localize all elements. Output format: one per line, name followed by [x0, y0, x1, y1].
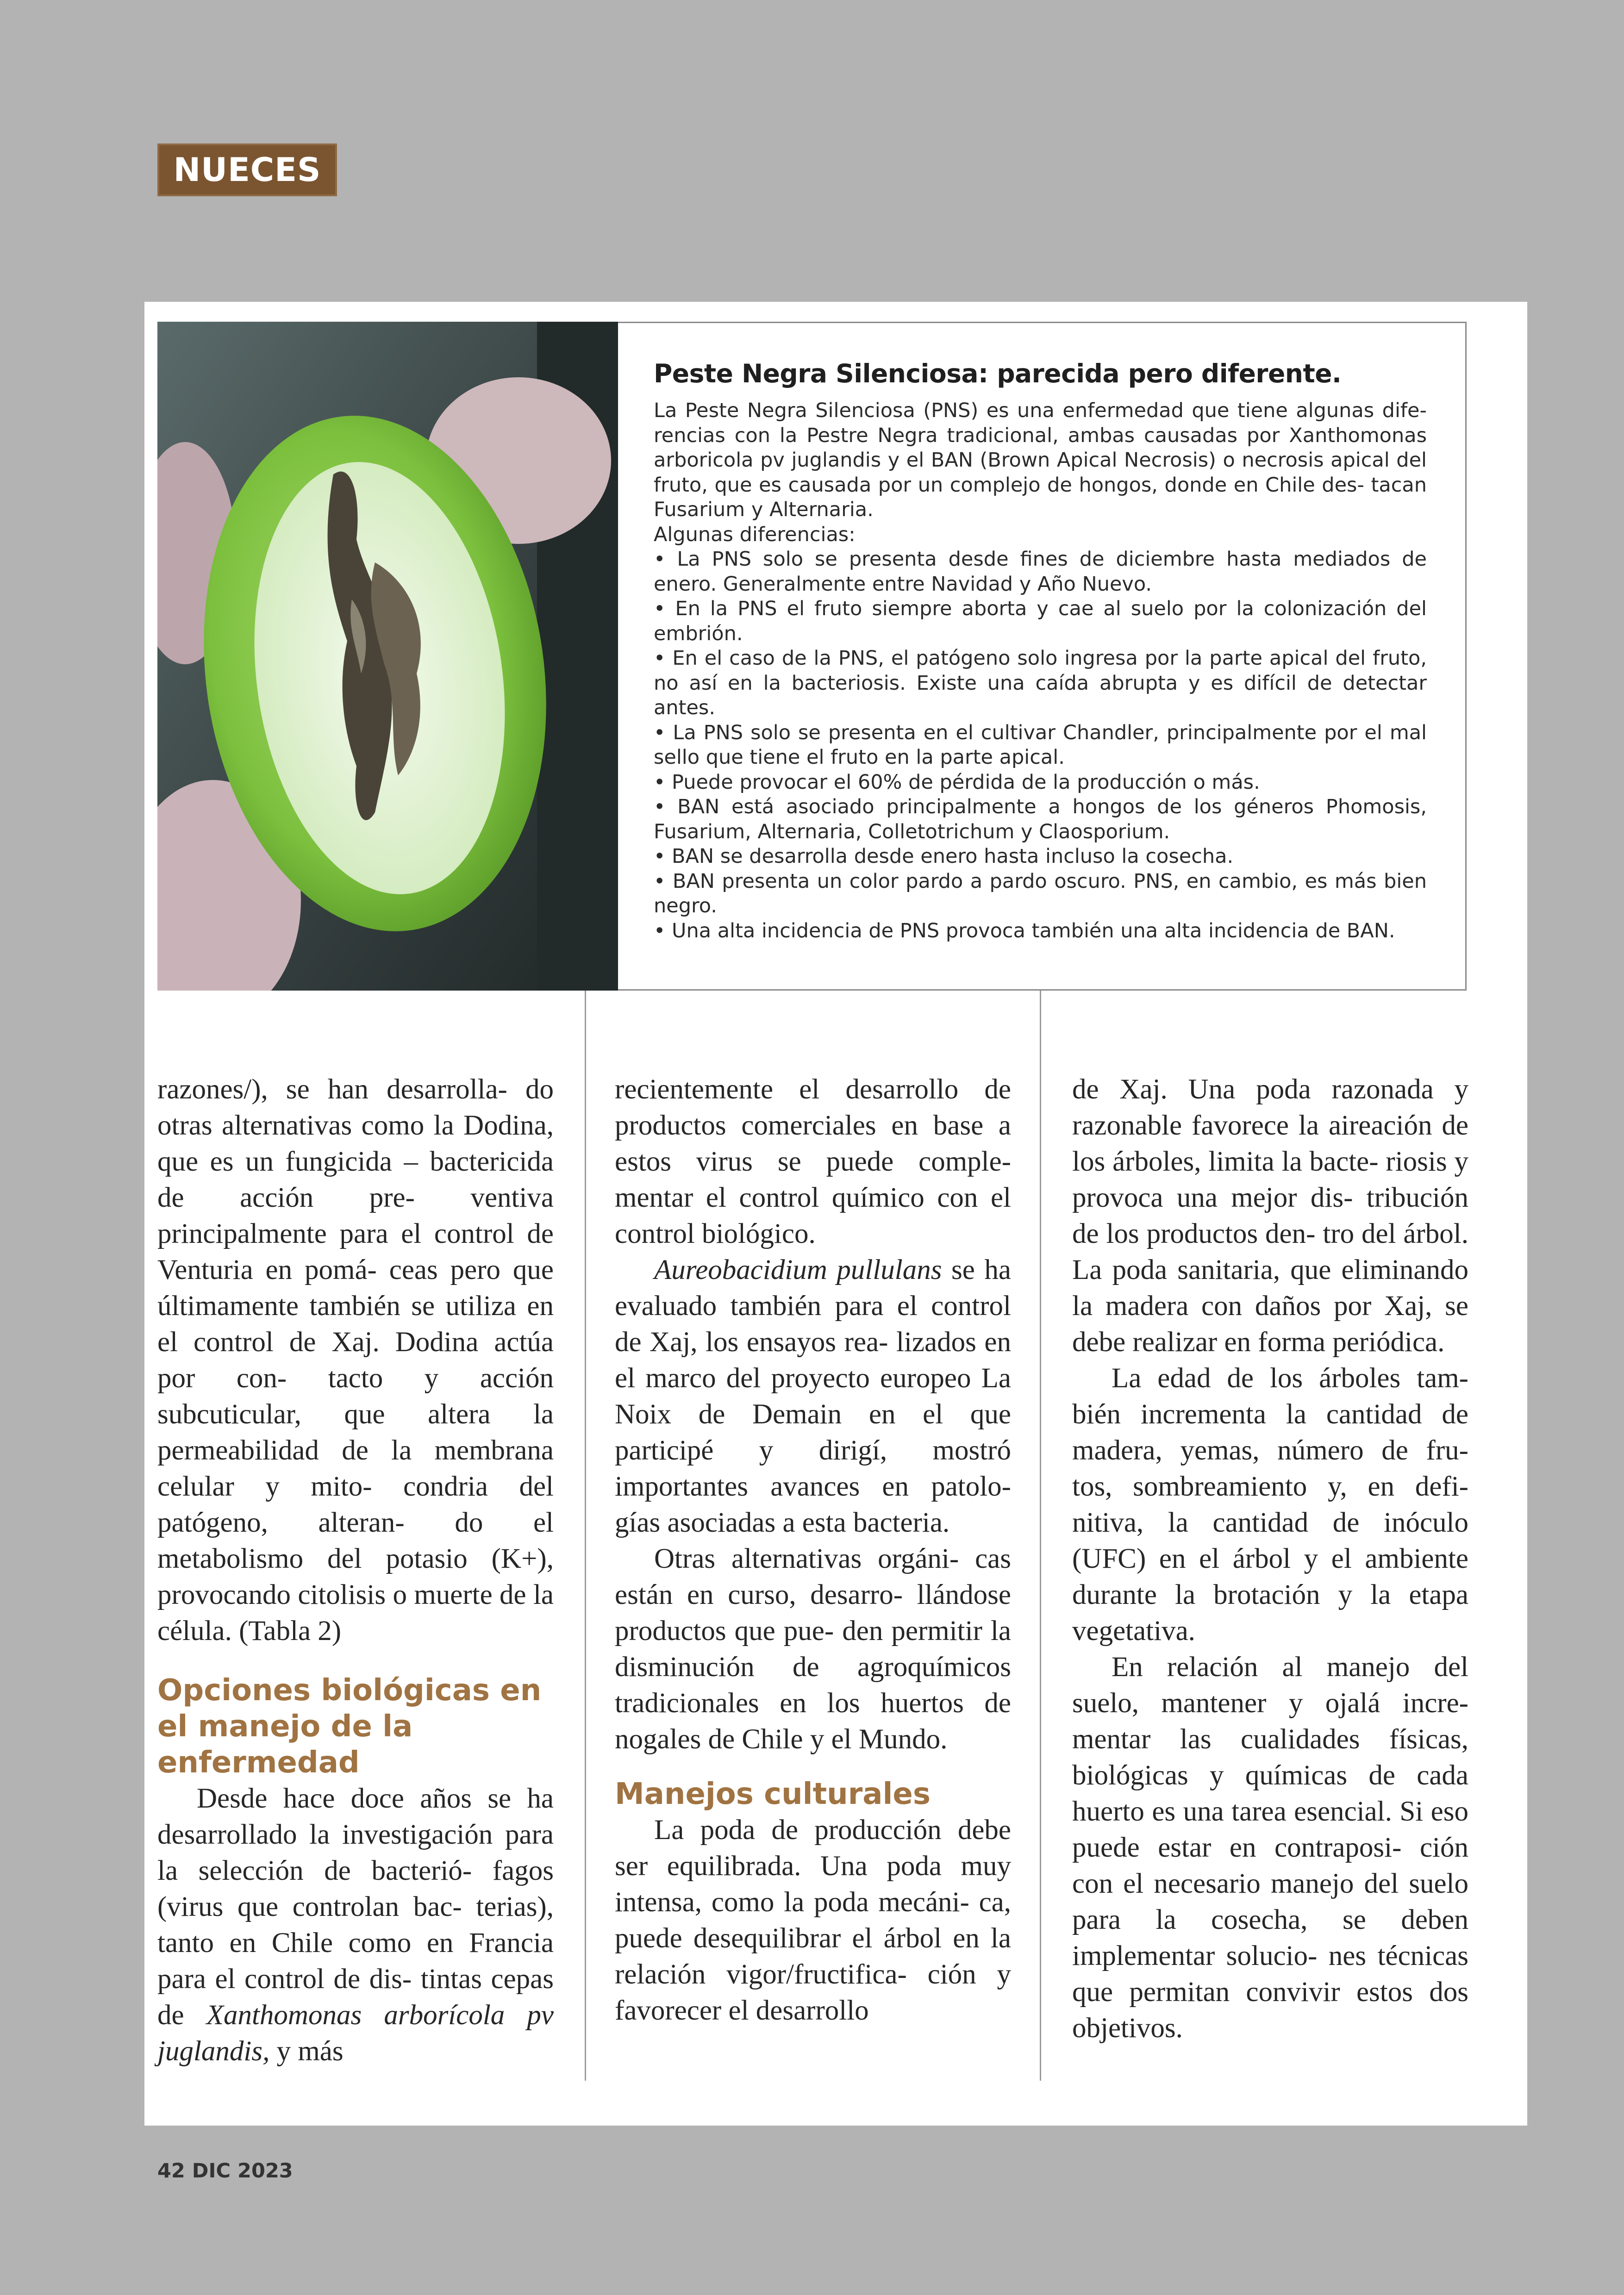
- body-paragraph: Aureobacidium pullulans se ha evaluado también para el control de Xaj, los ensayos rea- lizados en el marco del proyecto europeo La Noix de Demain en el que participé y dirigí, mostró importantes avances en patolo- gías asociadas a esta bacteria.: [615, 1254, 1011, 1538]
- body-paragraph: Desde hace doce años se ha desarrollado la investigación para la selección de bacterió- fagos (virus que controlan bac- terias), tanto en Chile como en Francia para el control de dis- tintas cepas de Xanthomonas arborícola pv juglandis, y más: [157, 1783, 554, 2067]
- article-column-2: [615, 1072, 1011, 2029]
- sidebar-bullet: • BAN se desarrolla desde enero hasta incluso la cosecha.: [654, 845, 1234, 868]
- sidebar-bullet: • En el caso de la PNS, el patógeno solo ingresa por la parte apical del fruto, no así en la bacteriosis. Existe una caída abrupta y es difícil de detectar antes.: [654, 647, 1427, 719]
- body-paragraph: razones/), se han desarrolla- do otras alternativas como la Dodina, que es un fungicida – bactericida de acción pre- ventiva principalmente para el control de Venturia en pomá- ceas pero que últimamente también se utiliza en el control de Xaj. Dodina actúa por con- tacto y acción subcuticular, que altera la permeabilidad de la membrana celular y mito- condria del patógeno, alteran- do el metabolismo del potasio (K+), provocando citolisis o muerte de la célula. (Tabla 2): [157, 1074, 554, 1646]
- sidebar-paragraph: Algunas diferencias:: [654, 523, 856, 546]
- body-paragraph: La edad de los árboles tam- bién incrementa la cantidad de madera, yemas, número de fru- tos, sombreamiento y, en defi- nitiva, la cantidad de inóculo (UFC) en el árbol y el ambiente durante la brotación y la etapa vegetativa.: [1072, 1363, 1468, 1646]
- sidebar-bullet: • La PNS solo se presenta en el cultivar Chandler, principalmente por el mal sello que tiene el fruto en la parte apical.: [654, 721, 1427, 769]
- body-paragraph: de Xaj. Una poda razonada y razonable favorece la aireación de los árboles, limita la bacte- riosis y provoca una mejor dis- tribución de los productos den- tro del árbol. La poda sanitaria, que eliminando la madera con daños por Xaj, se debe realizar en forma periódica.: [1072, 1074, 1468, 1358]
- section-heading: Opciones biológicas en el manejo de la enfermedad: [157, 1673, 542, 1780]
- page-footer: 42 DIC 2023: [157, 2159, 293, 2183]
- body-paragraph: En relación al manejo del suelo, mantener y ojalá incre- mentar las cualidades físicas, biológicas y químicas de cada huerto es una tarea esencial. Si eso puede estar en contraposi- ción con el necesario manejo del suelo para la cosecha, se deben implementar solucio- nes técnicas que permitan convivir estos dos objetivos.: [1072, 1652, 1468, 2044]
- article-column-3: [1072, 1072, 1468, 2046]
- sidebar-bullet: • BAN está asociado principalmente a hongos de los géneros Phomosis, Fusarium, Alternaria, Colletotrichum y Claosporium.: [654, 795, 1427, 843]
- article-column-1: [157, 1072, 554, 2070]
- sidebar-title: Peste Negra Silenciosa: parecida pero diferente.: [654, 359, 1342, 388]
- body-paragraph: Otras alternativas orgáni- cas están en curso, desarro- llándose productos que pue- den permitir la disminución de agroquímicos tradicionales en los huertos de nogales de Chile y el Mundo.: [615, 1543, 1011, 1755]
- column-divider: [585, 991, 586, 2081]
- section-tag: NUECES: [157, 143, 337, 196]
- sidebar-bullet: • Puede provocar el 60% de pérdida de la producción o más.: [654, 770, 1260, 794]
- column-divider: [1040, 991, 1041, 2081]
- sidebar-bullet: • BAN presenta un color pardo a pardo oscuro. PNS, en cambio, es más bien negro.: [654, 869, 1427, 917]
- sidebar-bullet: • Una alta incidencia de PNS provoca también una alta incidencia de BAN.: [654, 919, 1395, 942]
- body-paragraph: La poda de producción debe ser equilibrada. Una poda muy intensa, como la poda mecáni- ca, puede desequilibrar el árbol en la relación vigor/fructifica- ción y favorecer el desarrollo: [615, 1815, 1011, 2026]
- sidebar-bullet: • En la PNS el fruto siempre aborta y cae al suelo por la colonización del embrión.: [654, 597, 1427, 645]
- section-heading: Manejos culturales: [615, 1777, 931, 1811]
- sidebar-paragraph: La Peste Negra Silenciosa (PNS) es una enfermedad que tiene algunas dife- rencias con la Pestre Negra tradicional, ambas causadas por Xanthomonas arboricola pv juglandis y el BAN (Brown Apical Necrosis) o necrosis apical del fruto, que es causada por un complejo de hongos, donde en Chile des- tacan Fusarium y Alternaria.: [654, 399, 1427, 521]
- body-paragraph: recientemente el desarrollo de productos comerciales en base a estos virus se puede comple- mentar el control químico con el control biológico.: [615, 1074, 1011, 1249]
- sidebar-text: [654, 359, 1427, 943]
- sidebar-bullet: • La PNS solo se presenta desde fines de diciembre hasta mediados de enero. Generalmente entre Navidad y Año Nuevo.: [654, 548, 1427, 596]
- walnut-photo: [157, 322, 618, 991]
